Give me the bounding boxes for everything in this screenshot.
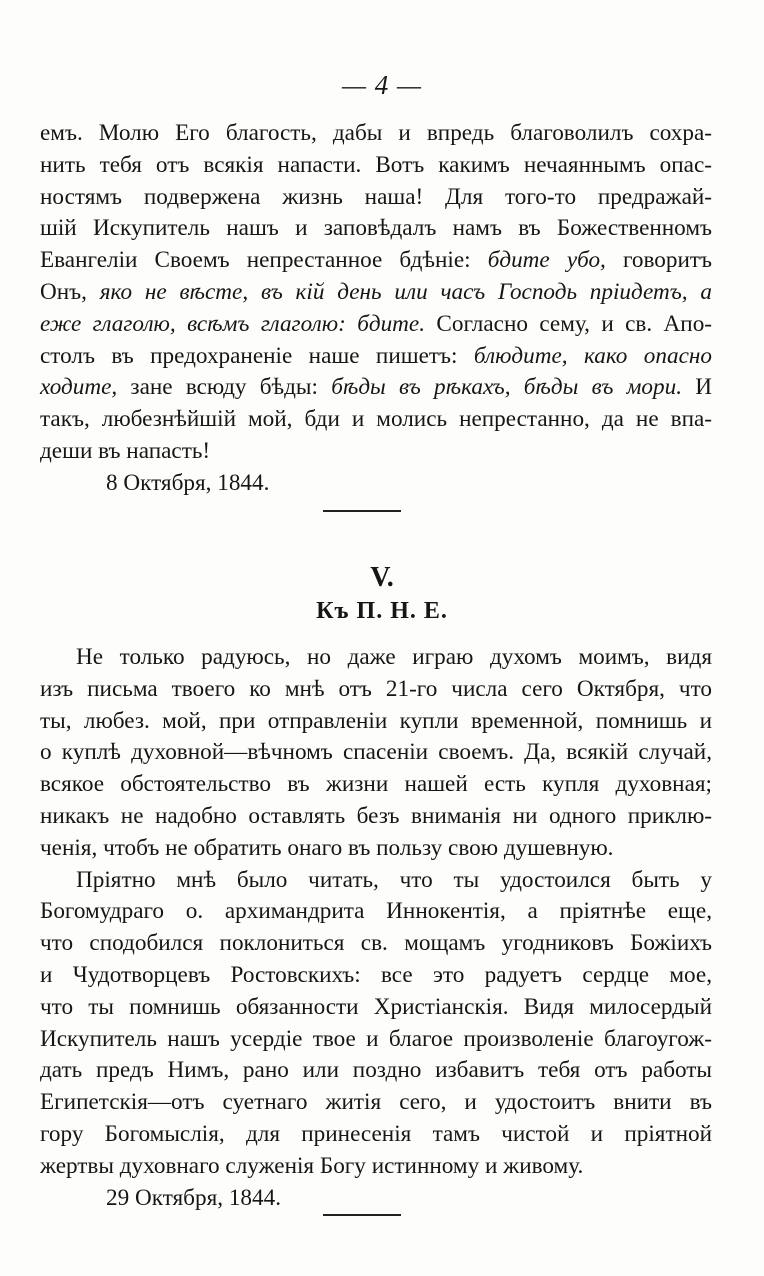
letter-a-body bbox=[40, 118, 712, 500]
italic-quote: яко не вѣсте, въ кій день или часъ Господь пріидетъ, а bbox=[99, 278, 712, 305]
text-segment: столъ въ предохраненіе наше пишетъ: bbox=[40, 342, 474, 369]
text-segment bbox=[346, 311, 357, 337]
text-line bbox=[40, 436, 712, 468]
text-line bbox=[40, 150, 712, 182]
text-segment: Онъ, bbox=[40, 278, 100, 305]
italic-quote: бѣды въ рѣкахъ, бѣды въ мори. bbox=[331, 374, 683, 401]
letter-addressee: Къ П. Н. Е. bbox=[316, 598, 448, 624]
text-line: что сподобился поклониться св. мощамъ угодниковъ Божіихъ bbox=[40, 930, 712, 957]
text-line: гору Богомыслія, для принесенія тамъ чистой и пріятной bbox=[40, 1120, 712, 1147]
text-line bbox=[40, 182, 712, 214]
text-line bbox=[40, 245, 712, 277]
text-line: всякое обстоятельство въ жизни нашей есть купля духовная; bbox=[40, 771, 712, 798]
text-line bbox=[40, 213, 712, 245]
letter-date: 29 Октября, 1844. bbox=[106, 1184, 282, 1211]
text-line: Искупитель нашъ усердіе твое и благое произволеніе благоугож- bbox=[40, 1025, 712, 1052]
italic-quote: бдите. bbox=[357, 310, 426, 337]
text-segment: нить тебя отъ всякія напасти. Вотъ какимъ нечаяннымъ опас- bbox=[40, 151, 712, 178]
text-segment: зане всюду бѣды: bbox=[117, 374, 332, 401]
letter-date: 8 Октября, 1844. bbox=[106, 469, 270, 496]
text-segment: деши въ напасть! bbox=[40, 437, 211, 464]
italic-quote: бдите убо, bbox=[487, 247, 606, 274]
page-number: — 4 — bbox=[341, 70, 422, 100]
text-segment: шій Искупитель нашъ и заповѣдалъ намъ въ Божественномъ bbox=[40, 215, 712, 242]
italic-quote: ходите, bbox=[40, 374, 118, 401]
text-line: никакъ не надобно оставлять безъ вниманія ни одного приклю- bbox=[40, 802, 712, 829]
text-line: что ты помнишь обязанности Христіанскія. Видя милосердый bbox=[40, 993, 712, 1020]
text-line: и Чудотворцевъ Ростовскихъ: все это радуетъ сердце мое, bbox=[40, 961, 712, 988]
section-divider bbox=[323, 510, 401, 512]
text-line bbox=[40, 277, 712, 309]
italic-quote: блюдите, како опасно bbox=[473, 342, 712, 369]
text-line bbox=[40, 372, 712, 404]
section-divider bbox=[323, 1214, 401, 1216]
text-segment: ностямъ подвержена жизнь наша! Для того-то предражай- bbox=[40, 183, 712, 210]
text-line: жертвы духовнаго служенія Богу истинному и живому. bbox=[40, 1152, 584, 1179]
italic-quote: еже глаголю, всѣмъ глаголю: bbox=[40, 310, 346, 337]
text-segment: Согласно сему, и св. Апо- bbox=[425, 310, 713, 337]
text-line bbox=[40, 118, 712, 150]
text-line: Не только радуюсь, но даже играю духомъ моимъ, видя bbox=[76, 644, 712, 670]
text-line: Пріятно мнѣ было читать, что ты удостоился быть у bbox=[76, 866, 712, 893]
text-segment: емъ. Молю Его благость, дабы и впредь благоволилъ сохра- bbox=[40, 120, 712, 146]
letter-number: V. bbox=[370, 562, 394, 593]
text-line bbox=[40, 309, 712, 341]
text-line: ты, любез. мой, при отправленіи купли временной, помнишь и bbox=[40, 707, 712, 734]
text-line: ченія, чтобъ не обратить онаго въ пользу свою душевную. bbox=[40, 834, 614, 861]
text-segment: И bbox=[682, 374, 713, 401]
text-line: Египетскія—отъ суетнаго житія сего, и удостоитъ внити въ bbox=[40, 1089, 712, 1116]
text-line bbox=[40, 404, 712, 436]
letter-v-body bbox=[40, 642, 712, 1214]
text-line: изъ письма твоего ко мнѣ отъ 21-го числа сего Октября, что bbox=[40, 675, 712, 702]
text-segment: Евангеліи Своемъ непрестанное бдѣніе: bbox=[40, 247, 488, 274]
text-segment: такъ, любезнѣйшій мой, бди и молись непрестанно, да не впа- bbox=[40, 406, 712, 433]
text-line: Богомудраго о. архимандрита Иннокентія, а пріятнѣе еще, bbox=[40, 898, 712, 925]
text-line: дать предъ Нимъ, рано или поздно избавитъ тебя отъ работы bbox=[40, 1057, 712, 1084]
text-line bbox=[40, 341, 712, 373]
text-segment: говоритъ bbox=[605, 247, 712, 274]
text-line: о куплѣ духовной—вѣчномъ спасеніи своемъ. Да, всякій случай, bbox=[40, 739, 712, 766]
